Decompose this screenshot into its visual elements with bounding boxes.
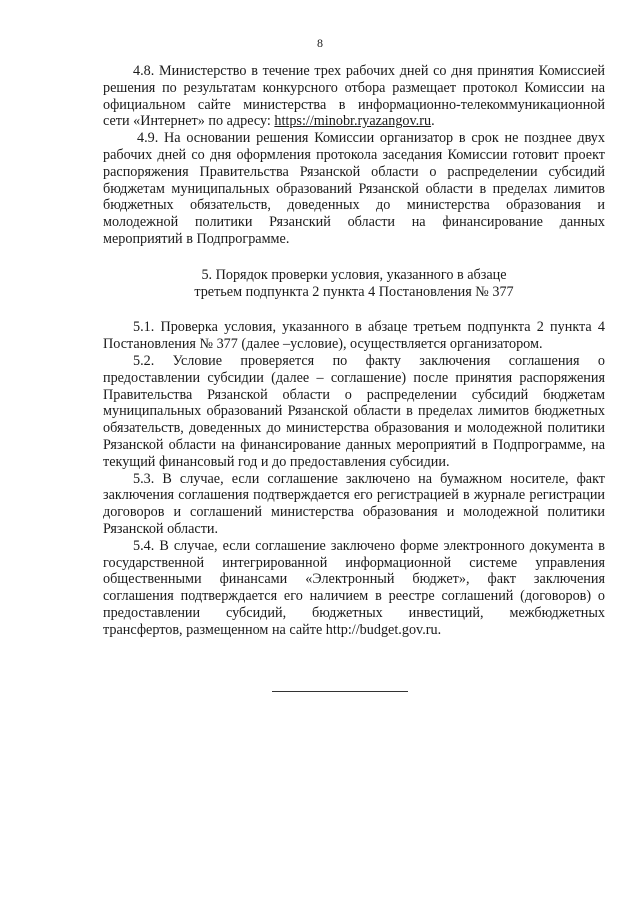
text-line: 5.2. Условие проверяется по факту заключения соглашения о <box>133 352 605 369</box>
text-line: 5.4. В случае, если соглашение заключено форме электронного документа в <box>133 537 605 554</box>
text-line: 5.1. Проверка условия, указанного в абзаце третьем подпункта 2 пункта 4 <box>133 319 605 336</box>
paragraph-5-1 <box>103 319 605 353</box>
text-line: Рязанской области. <box>103 520 219 537</box>
paragraph-4-8 <box>103 63 605 130</box>
text-line: предоставлении субсидий, бюджетных инвестиций, межбюджетных <box>103 604 605 621</box>
text-line: мероприятий в Подпрограмме. <box>103 230 290 247</box>
text-line <box>103 113 605 130</box>
text-line: муниципальных образований Рязанской области в пределах лимитов бюджетных <box>103 403 605 420</box>
text-line: обязательств, доведенных до министерства образования и молодежной политики <box>103 420 605 437</box>
text-line: заключения соглашения подтверждается его регистрацией в журнале регистрации <box>103 487 605 504</box>
link-prefix: сети «Интернет» по адресу: <box>103 113 275 130</box>
text-line: государственной интегрированной информационной системе управления <box>103 554 605 571</box>
text-line: Правительства Рязанской области о распределении субсидий бюджетам <box>103 386 605 403</box>
text-line: решения по результатам конкурсного отбора размещает протокол Комиссии на <box>103 79 605 96</box>
text-line: молодежной политики Рязанский области на финансирование данных <box>103 214 605 231</box>
text-line: 4.8. Министерство в течение трех рабочих дней со дня принятия Комиссией <box>133 63 605 79</box>
section-5-heading <box>103 267 605 301</box>
ministry-website-link[interactable]: https://minobr.ryazangov.ru <box>274 113 432 130</box>
text-line: договоров и соглашений министерства образования и молодежной политики <box>103 504 605 521</box>
end-separator-line <box>272 691 408 692</box>
heading-line: третьем подпункта 2 пункта 4 Постановления № 377 <box>194 283 514 300</box>
text-line: трансфертов, размещенном на сайте http://budget.gov.ru. <box>103 621 442 638</box>
text-line: 5.3. В случае, если соглашение заключено на бумажном носителе, факт <box>133 470 605 487</box>
paragraph-4-9 <box>103 130 605 248</box>
text-line: соглашения подтверждается его наличием в реестре соглашений (договоров) о <box>103 588 605 605</box>
text-line: текущий финансовый год и до предоставления субсидии. <box>103 453 450 470</box>
paragraph-5-3 <box>103 471 605 538</box>
text-line: Постановления № 377 (далее –условие), осуществляется организатором. <box>103 336 543 353</box>
text-line: предоставлении субсидии (далее – соглашение) после принятия распоряжения <box>103 369 605 386</box>
paragraph-5-2 <box>103 353 605 471</box>
paragraph-5-4 <box>103 538 605 639</box>
text-line: бюджетам муниципальных образований Рязанской области в пределах лимитов <box>103 180 605 197</box>
page-number: 8 <box>317 36 323 50</box>
text-line: официальном сайте министерства в информационно-телекоммуникационной <box>103 96 605 113</box>
link-suffix: . <box>431 113 435 130</box>
text-line: бюджетных обязательств, доведенных до министерства образования и <box>103 197 605 214</box>
document-body <box>103 63 605 639</box>
text-line: 4.9. На основании решения Комиссии организатор в срок не позднее двух <box>137 130 605 147</box>
text-line: рабочих дней со дня оформления протокола заседания Комиссии готовит проект <box>103 146 605 163</box>
heading-line: 5. Порядок проверки условия, указанного в абзаце <box>201 266 507 283</box>
text-line: распоряжения Правительства Рязанской области о распределении субсидий <box>103 163 605 180</box>
text-line: Рязанской области на финансирование данных мероприятий в Подпрограмме, на <box>103 436 605 453</box>
text-line: общественными финансами «Электронный бюджет», факт заключения <box>103 571 605 588</box>
